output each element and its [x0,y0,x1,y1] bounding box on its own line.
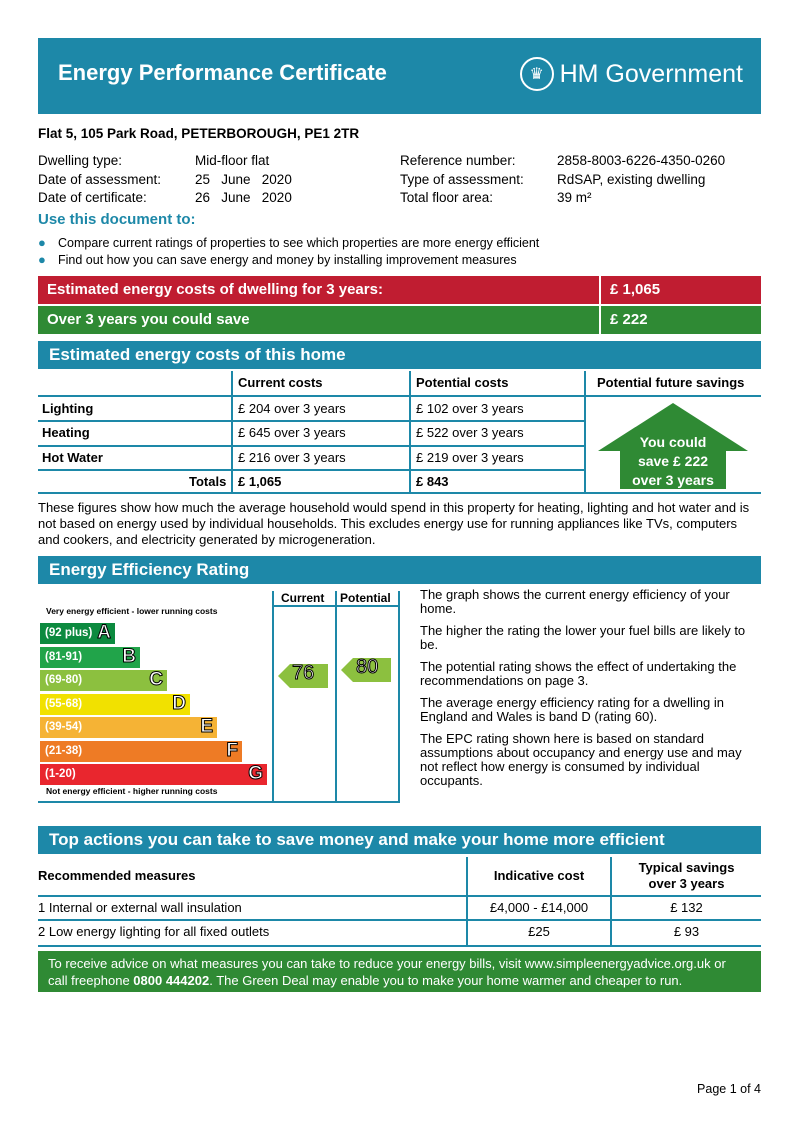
note: The average energy efficiency rating for a dwelling in England and Wales is band D (rating 60). [420,695,724,724]
certificate-date-value: 26 June 2020 [195,190,292,205]
note: The graph shows the current energy efficiency of your home. [420,587,730,616]
measure-1-cost: £4,000 - £14,000 [489,900,589,915]
measure-2: 2 Low energy lighting for all fixed outlets [38,924,270,939]
totals-potential: £ 843 [416,474,449,489]
royal-crest-icon: ♛ [520,57,554,91]
row-lighting-current: £ 204 over 3 years [238,401,346,416]
divider [335,591,337,803]
header-cost: Indicative cost [493,868,585,883]
col-potential-header: Potential [340,591,391,605]
band-range: (55-68) [45,697,83,710]
row-lighting-label: Lighting [42,401,94,416]
costs-description: These figures show how much the average household would spend in this property for heating, lighting and hot water and is not based on energy used by individual households. This excludes energy use for running appliances like TVs, computers and cookers, and electricity generated by microgeneration. [38,500,750,547]
rating-band-a [40,623,115,644]
divider [409,371,411,494]
col-current-header: Current [281,591,325,605]
top-efficiency-label: Very energy efficient - lower running costs [46,606,218,616]
freephone-number: 0800 444202 [133,973,210,988]
row-heating-potential: £ 522 over 3 years [416,425,524,440]
dwelling-type-label: Dwelling type: [38,153,123,168]
band-range: (39-54) [45,721,83,733]
reference-label: Reference number: [400,153,516,168]
row-lighting-potential: £ 102 over 3 years [416,401,524,416]
divider [38,919,761,921]
measure-1: 1 Internal or external wall insulation [38,900,242,915]
savings-label: Over 3 years you could save [38,306,599,334]
band-letter: B [122,645,136,667]
savings-arrow-text: You could save £ 222 over 3 years [632,434,714,488]
divider [272,591,274,803]
rating-band-f [40,741,242,762]
note: The higher the rating the lower your fuel bills are likely to be. [420,623,746,652]
band-letter: F [226,739,238,761]
page-title: Energy Performance Certificate [58,60,387,85]
header-potential-costs: Potential costs [416,375,509,390]
property-address: Flat 5, 105 Park Road, PETERBOROUGH, PE1 2TR [38,126,360,141]
divider [398,591,400,803]
divider [585,395,761,397]
header-savings: Typical savings over 3 years [638,860,735,891]
efficiency-notes [420,588,762,796]
estimated-cost-label: Estimated energy costs of dwelling for 3 years: [38,276,599,304]
costs-table [38,371,761,494]
assessment-date-value: 25 June 2020 [195,172,292,187]
measure-2-cost: £25 [528,924,550,939]
totals-label: Totals [189,474,227,489]
note: The EPC rating shown here is based on standard assumptions about occupancy and energy use and may not reflect how energy is consumed by individual occupants. [420,731,742,788]
divider [38,492,761,494]
dwelling-type-value: Mid-floor flat [195,153,270,168]
potential-rating-value: 80 [356,656,379,678]
divider [38,945,761,947]
current-rating-value: 76 [292,662,315,684]
header-future-savings: Potential future savings [597,375,745,390]
divider [231,371,233,494]
row-hotwater-potential: £ 219 over 3 years [416,450,524,465]
certificate-date-label: Date of certificate: [38,190,147,205]
savings-value: £ 222 [601,306,761,334]
note: The potential rating shows the effect of undertaking the recommendations on page 3. [420,659,737,688]
bullet-icon: ● [38,235,46,250]
header-banner [38,38,761,114]
band-letter: A [97,622,111,643]
floor-area-value: 39 m² [557,190,592,205]
band-range: (1-20) [45,768,76,780]
band-range: (21-38) [45,744,83,757]
hm-government-logo [520,57,743,91]
row-heating-current: £ 645 over 3 years [238,425,346,440]
efficiency-rating-chart [38,591,400,803]
gov-label: HM Government [559,59,743,88]
bullet-icon: ● [38,252,46,267]
measure-2-saving: £ 93 [673,924,700,939]
estimated-cost-value: £ 1,065 [601,276,761,304]
band-range: (69-80) [45,674,83,686]
band-letter: E [200,716,213,737]
assessment-type-value: RdSAP, existing dwelling [557,172,706,187]
use-document-list [38,234,539,268]
actions-table [38,857,761,947]
assessment-date-label: Date of assessment: [38,172,162,187]
advice-footer: To receive advice on what measures you can take to reduce your energy bills, visit www.simpleenergyadvice.org.uk or call freephone 0800 444202. The Green Deal may enable you to make your home warmer and cheaper to run. [38,951,761,992]
header-current-costs: Current costs [238,375,323,390]
assessment-type-label: Type of assessment: [400,172,524,187]
floor-area-label: Total floor area: [400,190,494,205]
row-heating-label: Heating [42,425,90,440]
divider [272,605,400,607]
page-number: Page 1 of 4 [697,1082,761,1096]
row-hotwater-label: Hot Water [42,450,103,465]
list-item: ● Find out how you can save energy and money by installing improvement measures [38,252,517,267]
divider [38,895,761,897]
band-letter: D [172,692,186,714]
divider [584,371,586,494]
bottom-efficiency-label: Not energy efficient - higher running costs [46,786,218,796]
estimated-cost-bar [38,276,761,304]
rating-band-d [40,694,190,715]
band-range: (92 plus) [45,627,93,639]
divider [38,801,400,803]
rating-band-b [40,647,140,668]
reference-value: 2858-8003-6226-4350-0260 [557,153,726,168]
use-document-title: Use this document to: [38,211,196,228]
measure-1-saving: £ 132 [670,900,703,915]
actions-section-title: Top actions you can take to save money and make your home more efficient [38,826,761,854]
list-item: ● Compare current ratings of properties to see which properties are more energy efficient [38,235,540,250]
header-measures: Recommended measures [38,868,196,883]
row-hotwater-current: £ 216 over 3 years [238,450,346,465]
savings-bar [38,306,761,334]
rating-band-c [40,670,167,691]
band-range: (81-91) [45,650,83,663]
band-letter: C [149,669,163,690]
costs-section-title: Estimated energy costs of this home [38,341,761,369]
rating-band-e [40,717,217,738]
band-letter: G [248,763,263,784]
totals-current: £ 1,065 [238,474,282,489]
rating-band-g [40,764,267,785]
efficiency-section-title: Energy Efficiency Rating [38,556,761,584]
